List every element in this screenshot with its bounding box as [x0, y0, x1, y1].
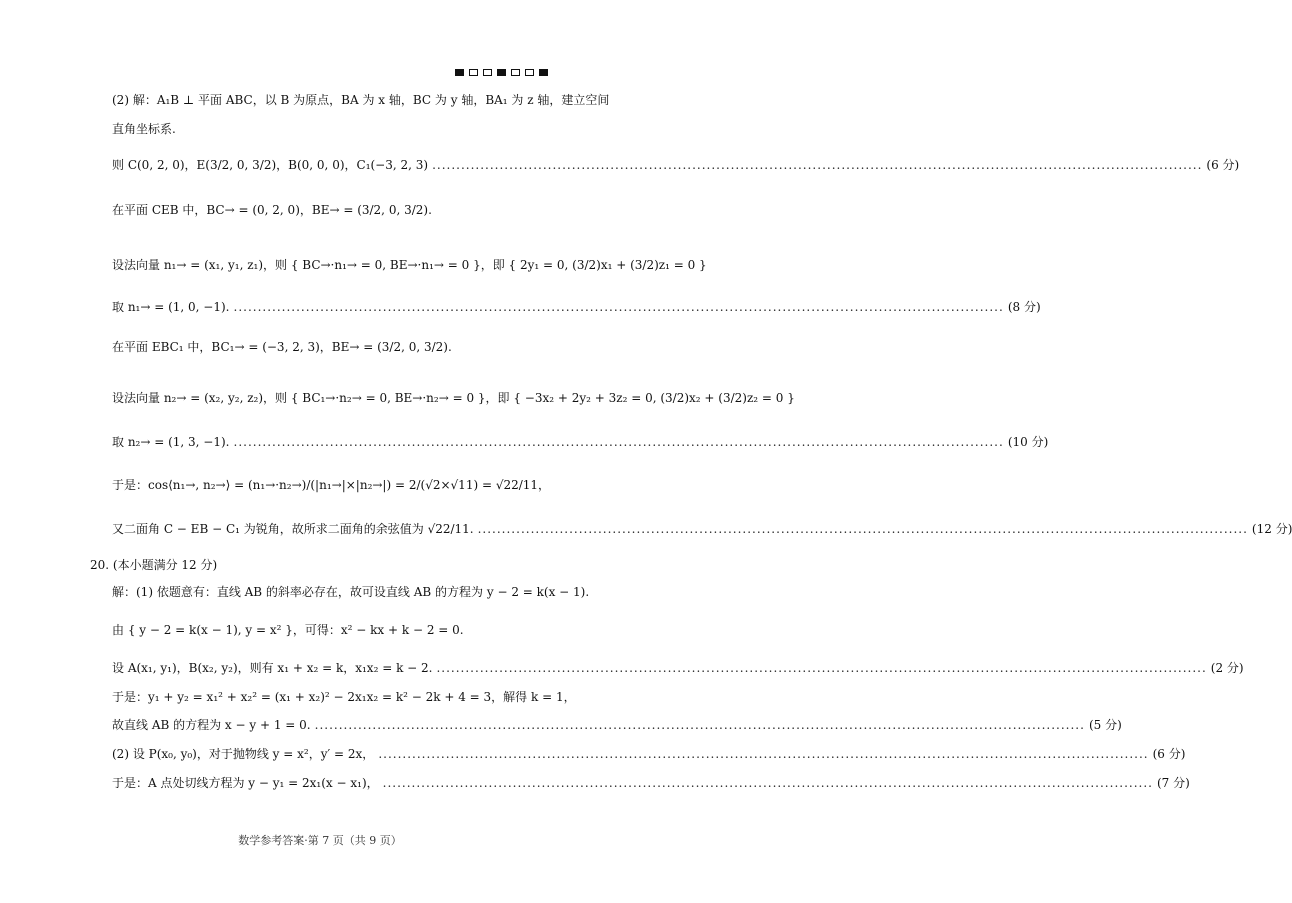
dot-leader: [315, 717, 1085, 733]
answer-line: [112, 434, 1049, 450]
dot-leader: [383, 775, 1153, 791]
answer-line: [112, 521, 1292, 537]
answer-line: [112, 477, 551, 493]
score-label: (12 分): [1251, 522, 1292, 536]
answer-line: [112, 622, 548, 638]
line-text: (2) 设 P(x₀, y₀)，对于抛物线 y = x²，y′ = 2x，: [112, 747, 375, 761]
dot-leader: [234, 299, 1004, 315]
score-label: (8 分): [1007, 300, 1041, 314]
answer-line: [90, 557, 548, 573]
header-marks: [455, 69, 548, 76]
answer-line: [112, 339, 548, 355]
header-mark: [469, 69, 478, 76]
line-text: (2) 解：A₁B ⊥ 平面 ABC，以 B 为原点，BA 为 x 轴，BC 为 y 轴，BA₁ 为 z 轴，建立空间: [112, 93, 610, 107]
line-text: 在平面 CEB 中，BC→ = (0, 2, 0)，BE→ = (3/2, 0, 3/2).: [112, 203, 432, 217]
line-text: 故直线 AB 的方程为 x − y + 1 = 0.: [112, 718, 311, 732]
score-label: (10 分): [1007, 435, 1049, 449]
answer-line: [112, 157, 1240, 173]
line-text: 于是：y₁ + y₂ = x₁² + x₂² = (x₁ + x₂)² − 2x₁x₂ = k² − 2k + 4 = 3，解得 k = 1，: [112, 690, 576, 704]
answer-line: [112, 660, 1244, 676]
score-label: (2 分): [1210, 661, 1244, 675]
answer-line: [112, 390, 795, 406]
line-text: 设法向量 n₂→ = (x₂, y₂, z₂)，则 { BC₁→·n₂→ = 0, BE→·n₂→ = 0 }，即 { −3x₂ + 2y₂ + 3z₂ = 0, (3/2)x₂ + (3/2)z₂ = 0 }: [112, 391, 795, 405]
line-text: 又二面角 C − EB − C₁ 为锐角，故所求二面角的余弦值为 √22/11.: [112, 522, 474, 536]
dot-leader: [234, 434, 1004, 450]
page-footer: 数学参考答案·第 7 页（共 9 页）: [238, 834, 402, 847]
header-mark: [525, 69, 534, 76]
score-label: (7 分): [1156, 776, 1190, 790]
header-mark: [539, 69, 548, 76]
answer-line: [112, 92, 610, 108]
answer-line: [112, 584, 590, 600]
score-label: (6 分): [1206, 158, 1240, 172]
line-text: 则 C(0, 2, 0)，E(3/2, 0, 3/2)，B(0, 0, 0)，C₁(−3, 2, 3): [112, 158, 429, 172]
header-mark: [497, 69, 506, 76]
line-text: 设 A(x₁, y₁)，B(x₂, y₂)，则有 x₁ + x₂ = k，x₁x₂ = k − 2.: [112, 661, 433, 675]
answer-line: [112, 717, 1122, 733]
header-mark: [455, 69, 464, 76]
answer-line: [112, 775, 1190, 791]
answer-line: [112, 746, 1186, 762]
line-text: 取 n₂→ = (1, 3, −1).: [112, 435, 230, 449]
line-text: 设法向量 n₁→ = (x₁, y₁, z₁)，则 { BC→·n₁→ = 0, BE→·n₁→ = 0 }，即 { 2y₁ = 0, (3/2)x₁ + (3/2)z₁ = 0 }: [112, 258, 707, 272]
line-text: 取 n₁→ = (1, 0, −1).: [112, 300, 230, 314]
score-label: (5 分): [1088, 718, 1122, 732]
line-text: 于是：cos⟨n₁→, n₂→⟩ = (n₁→·n₂→)/(|n₁→|×|n₂→|) = 2/(√2×√11) = √22/11，: [112, 478, 551, 492]
line-text: 解：(1) 依题意有：直线 AB 的斜率必存在，故可设直线 AB 的方程为 y − 2 = k(x − 1).: [112, 585, 590, 599]
answer-line: [112, 202, 548, 218]
line-text: 由 { y − 2 = k(x − 1), y = x² }，可得：x² − kx + k − 2 = 0.: [112, 623, 464, 637]
dot-leader: [378, 746, 1148, 762]
answer-line: [112, 257, 707, 273]
dot-leader: [432, 157, 1202, 173]
line-text: 于是：A 点处切线方程为 y − y₁ = 2x₁(x − x₁)，: [112, 776, 379, 790]
header-mark: [511, 69, 520, 76]
line-text: 直角坐标系.: [112, 122, 176, 136]
score-label: (6 分): [1152, 747, 1186, 761]
answer-line: [112, 689, 576, 705]
header-mark: [483, 69, 492, 76]
dot-leader: [436, 660, 1206, 676]
line-text: 在平面 EBC₁ 中，BC₁→ = (−3, 2, 3)，BE→ = (3/2, 0, 3/2).: [112, 340, 452, 354]
line-text: 20. (本小题满分 12 分): [90, 558, 218, 572]
answer-line: [112, 299, 1041, 315]
dot-leader: [478, 521, 1248, 537]
answer-line: [112, 121, 548, 137]
